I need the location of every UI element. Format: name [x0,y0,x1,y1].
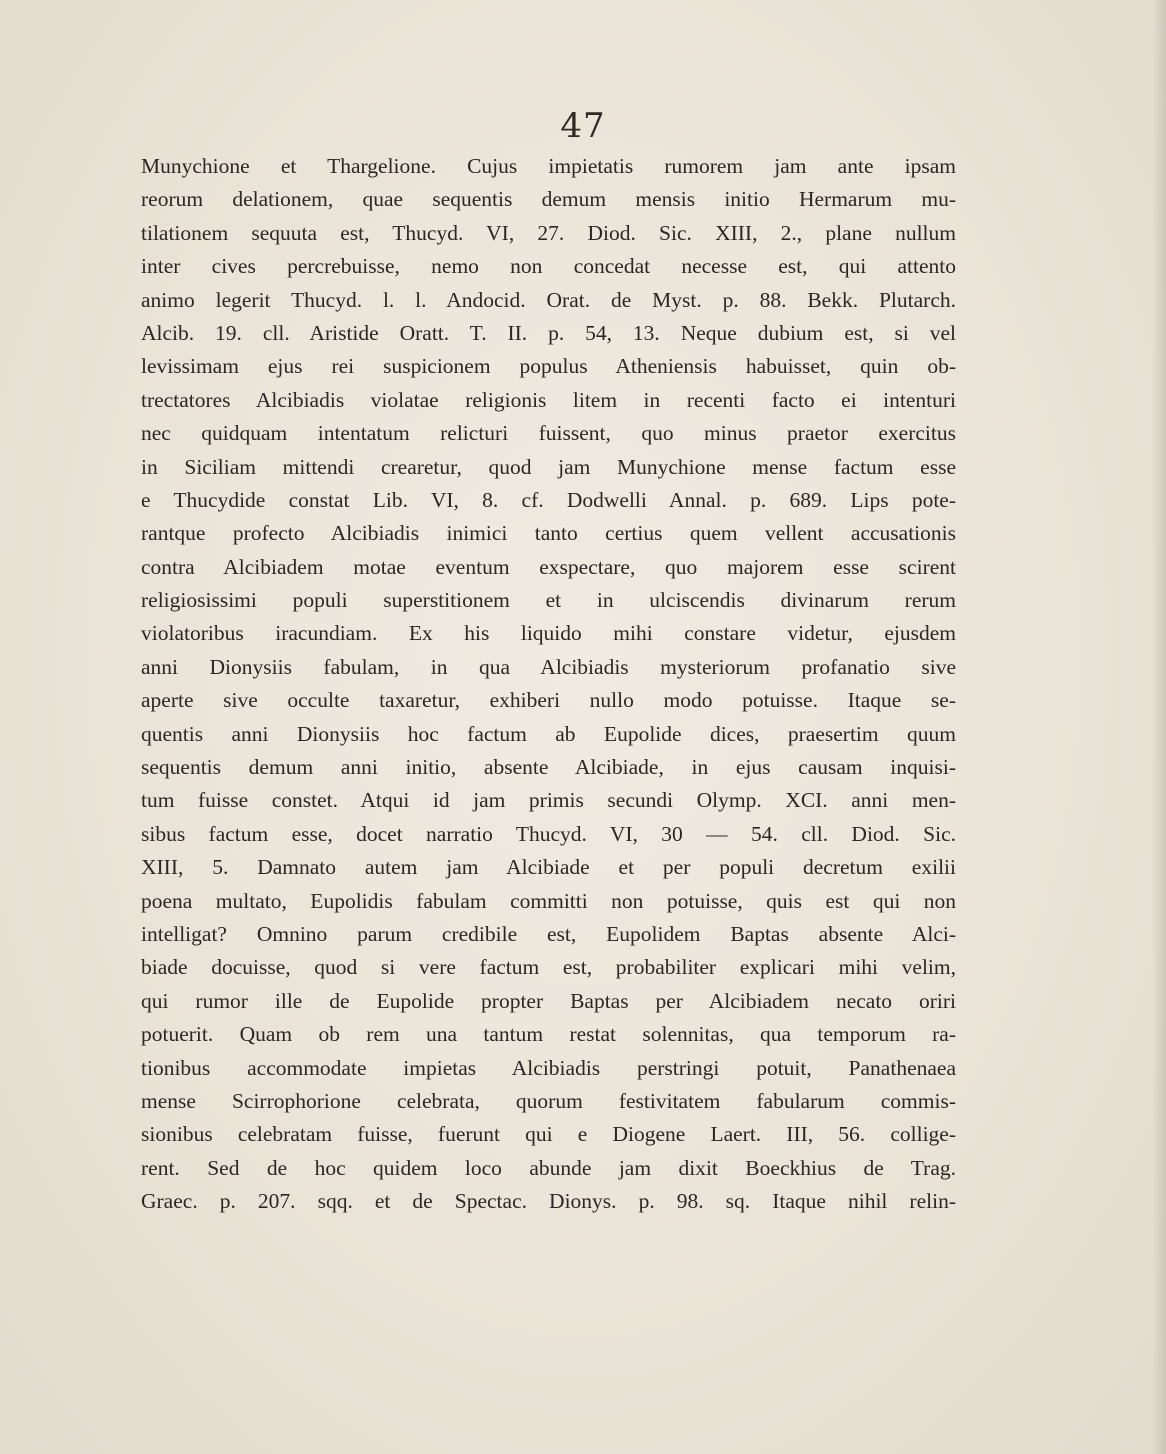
text-line: sequentis demum anni initio, absente Alcibiade, in ejus causam inquisi- [141,755,956,780]
text-line: tionibus accommodate impietas Alcibiadis perstringi potuit, Panathenaea [141,1055,956,1080]
text-line: inter cives percrebuisse, nemo non concedat necesse est, qui attento [141,254,956,279]
text-line: biade docuisse, quod si vere factum est, probabiliter explicari mihi velim, [141,955,956,980]
text-line: trectatores Alcibiadis violatae religionis litem in recenti facto ei intenturi [141,387,956,412]
text-line: levissimam ejus rei suspicionem populus Atheniensis habuisset, quin ob- [141,354,956,379]
text-line: sibus factum esse, docet narratio Thucyd. VI, 30 — 54. cll. Diod. Sic. [141,821,956,846]
text-line: in Siciliam mittendi crearetur, quod jam Munychione mense factum esse [141,454,956,479]
text-line: tilationem sequuta est, Thucyd. VI, 27. Diod. Sic. XIII, 2., plane nullum [141,220,956,245]
text-line: quentis anni Dionysiis hoc factum ab Eupolide dices, praesertim quum [141,721,956,746]
text-line: poena multato, Eupolidis fabulam committi non potuisse, quis est qui non [141,888,956,913]
text-line: nec quidquam intentatum relicturi fuissent, quo minus praetor exercitus [141,421,956,446]
text-line: XIII, 5. Damnato autem jam Alcibiade et per populi decretum exilii [141,855,956,880]
text-line: aperte sive occulte taxaretur, exhiberi nullo modo potuisse. Itaque se- [141,688,956,713]
page-edge-shadow [1152,0,1166,1454]
text-line: Munychione et Thargelione. Cujus impietatis rumorem jam ante ipsam [141,154,956,178]
text-line: rantque profecto Alcibiadis inimici tanto certius quem vellent accusationis [141,521,956,546]
text-line: Alcib. 19. cll. Aristide Oratt. T. II. p. 54, 13. Neque dubium est, si vel [141,320,956,345]
text-line: animo legerit Thucyd. l. l. Andocid. Orat. de Myst. p. 88. Bekk. Plutarch. [141,287,956,312]
text-line: tum fuisse constet. Atqui id jam primis secundi Olymp. XCI. anni men- [141,788,956,813]
text-line: violatoribus iracundiam. Ex his liquido mihi constare videtur, ejusdem [141,621,956,646]
text-line: e Thucydide constat Lib. VI, 8. cf. Dodwelli Annal. p. 689. Lips pote- [141,487,956,512]
text-line: Graec. p. 207. sqq. et de Spectac. Dionys. p. 98. sq. Itaque nihil relin- [141,1189,956,1214]
text-line: sionibus celebratam fuisse, fuerunt qui e Diogene Laert. III, 56. collige- [141,1122,956,1147]
text-line: mense Scirrophorione celebrata, quorum festivitatem fabularum commis- [141,1088,956,1113]
text-line: religiosissimi populi superstitionem et in ulciscendis divinarum rerum [141,588,956,613]
text-line: reorum delationem, quae sequentis demum mensis initio Hermarum mu- [141,187,956,212]
page-number: 47 [560,106,606,146]
text-line: rent. Sed de hoc quidem loco abunde jam dixit Boeckhius de Trag. [141,1155,956,1180]
text-line: contra Alcibiadem motae eventum exspectare, quo majorem esse scirent [141,554,956,579]
text-line: anni Dionysiis fabulam, in qua Alcibiadis mysteriorum profanatio sive [141,654,956,679]
text-line: intelligat? Omnino parum credibile est, Eupolidem Baptas absente Alci- [141,921,956,946]
body-text [141,150,956,1219]
text-line: qui rumor ille de Eupolide propter Baptas per Alcibiadem necato oriri [141,988,956,1013]
text-line: potuerit. Quam ob rem una tantum restat solennitas, qua temporum ra- [141,1022,956,1047]
